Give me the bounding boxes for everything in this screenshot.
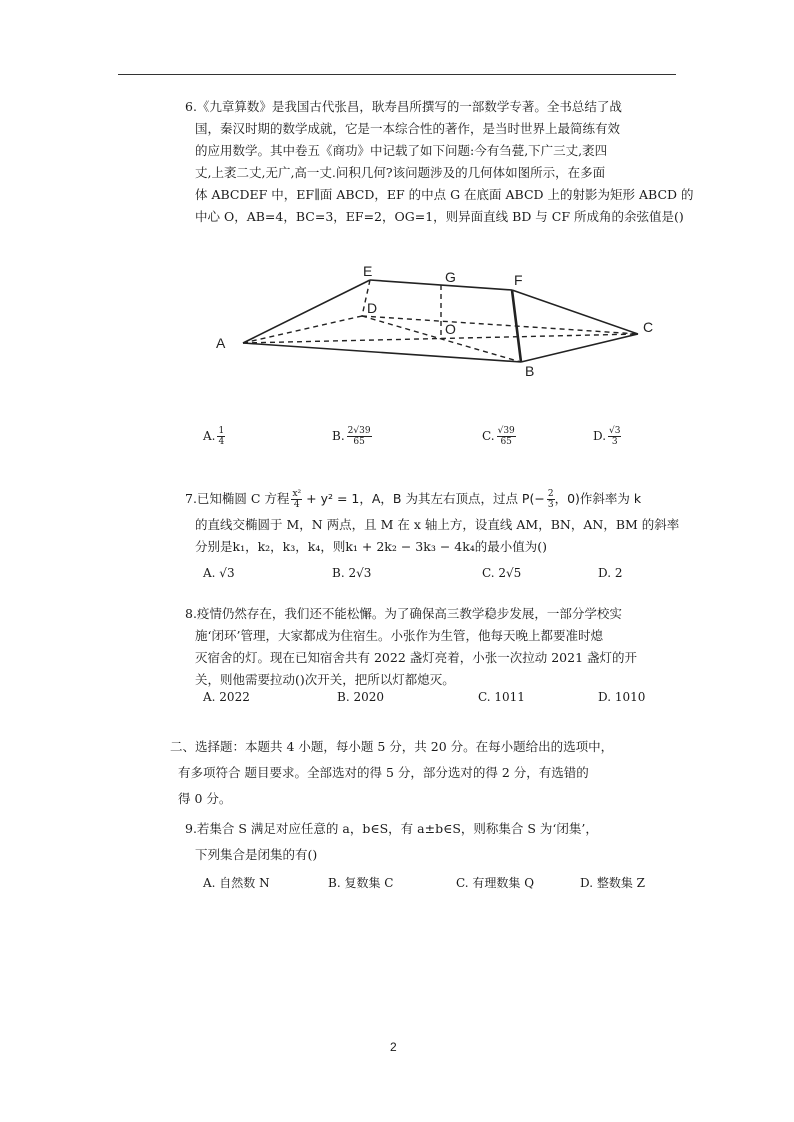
- frac-num: 2: [547, 489, 554, 499]
- question-9-text: [185, 816, 598, 868]
- edge-AB: [243, 343, 521, 362]
- label-C: C: [643, 319, 654, 335]
- edge-AD: [243, 316, 362, 343]
- q8-option-b[interactable]: B. 2020: [337, 690, 384, 704]
- q6-option-d[interactable]: [593, 426, 621, 447]
- question-8-text: [185, 603, 637, 691]
- edge-BC: [521, 334, 638, 362]
- frac-num: √39: [497, 426, 515, 436]
- q6-line: 体 ABCDEF 中，EF∥面 ABCD，EF 的中点 G 在底面 ABCD 上的射影为矩形 ABCD 的: [195, 187, 694, 202]
- label-G: G: [445, 269, 456, 285]
- q6-line: 丈,上袤二丈,无广,高一丈.问积几何?该问题涉及的几何体如图所示，在多面: [195, 165, 606, 180]
- option-label: C.: [482, 429, 495, 443]
- frac-den: 4: [218, 437, 225, 447]
- option-label: D.: [593, 429, 607, 443]
- q7-text: (−: [529, 491, 545, 506]
- option-label: B.: [332, 429, 345, 443]
- fraction: [608, 426, 621, 447]
- q9-option-a[interactable]: A. 自然数 N: [203, 876, 270, 890]
- q8-line: 施‘闭环’管理，大家都成为住宿生。小张作为生管，他每天晚上都要准时熄: [195, 628, 603, 643]
- frac-num: 1: [218, 426, 225, 436]
- q6-options: [0, 426, 794, 456]
- question-7-text: [185, 488, 679, 558]
- header-rule: [118, 74, 676, 75]
- q9-option-c[interactable]: C. 有理数集 Q: [456, 876, 535, 890]
- q7-option-b[interactable]: B. 2√3: [332, 566, 372, 580]
- q7-option-d[interactable]: D. 2: [598, 566, 623, 580]
- q9-option-d[interactable]: D. 整数集 Z: [580, 876, 645, 890]
- section2-line: 有多项符合 题目要求。全部选对的得 5 分，部分选对的得 2 分，有选错的: [178, 765, 589, 780]
- frac-den: 3: [547, 500, 554, 510]
- q6-option-c[interactable]: [482, 426, 516, 447]
- fraction: [347, 426, 372, 447]
- label-E: E: [363, 263, 373, 279]
- q7-option-a[interactable]: A. √3: [203, 566, 235, 580]
- q6-line: 国，秦汉时期的数学成就，它是一本综合性的著作，是当时世界上最简练有效: [195, 121, 621, 136]
- q8-option-c[interactable]: C. 1011: [478, 690, 525, 704]
- q8-line: 灭宿舍的灯。现在已知宿舍共有 2022 盏灯亮着，小张一次拉动 2021 盏灯的开: [195, 650, 638, 665]
- option-label: A.: [203, 429, 216, 443]
- q7-text: ，0)作斜率为 k: [554, 491, 642, 506]
- frac-den: 65: [353, 437, 365, 447]
- q7-text: 7.已知椭圆 C 方程: [185, 491, 290, 506]
- polyhedron-figure: [0, 250, 794, 410]
- q7-line-3: 分别是k₁，k₂，k₃，k₄，则k₁ + 2k₂ − 3k₃ − 4k₄的最小值为(): [195, 539, 548, 554]
- q6-line: 6.《九章算数》是我国古代张昌，耿寿昌所撰写的一部数学专著。全书总结了战: [185, 99, 622, 114]
- q9-line: 下列集合是闭集的有(): [195, 847, 318, 862]
- q9-line: 9.若集合 S 满足对应任意的 a，b∈S，有 a±b∈S，则称集合 S 为‘闭集’，: [185, 821, 598, 836]
- q8-line: 关，则他需要拉动()次开关，把所以灯都熄灭。: [195, 672, 455, 687]
- label-D: D: [367, 300, 378, 316]
- frac-num: √3: [609, 426, 621, 436]
- q8-line: 8.疫情仍然存在，我们还不能松懈。为了确保高三教学稳步发展，一部分学校实: [185, 606, 622, 621]
- frac-num: 2√39: [347, 426, 371, 436]
- q6-line: 的应用数学。其中卷五《商功》中记载了如下问题:今有刍甍,下广三丈,袤四: [195, 143, 608, 158]
- frac-num: x²: [292, 489, 302, 499]
- fraction: [291, 489, 302, 510]
- q8-option-a[interactable]: A. 2022: [203, 690, 250, 704]
- fraction: [547, 489, 555, 510]
- q8-options: [0, 690, 794, 710]
- q9-options: [0, 874, 794, 894]
- edge-AE: [243, 280, 370, 343]
- q7-option-c[interactable]: C. 2√5: [482, 566, 522, 580]
- section-2-instructions: [170, 734, 613, 812]
- q8-option-d[interactable]: D. 1010: [598, 690, 646, 704]
- section2-line: 得 0 分。: [178, 791, 232, 806]
- q6-line: 中心 O，AB=4，BC=3，EF=2，OG=1，则异面直线 BD 与 CF 所成角的余弦值是(): [195, 209, 684, 224]
- q9-option-b[interactable]: B. 复数集 C: [328, 876, 394, 890]
- q7-line-1: [185, 488, 679, 510]
- edge-FC: [512, 290, 638, 334]
- q7-options: [0, 566, 794, 586]
- page-number: 2: [390, 1040, 397, 1054]
- q7-text: + y² = 1，A，B 为其左右顶点，过点 P: [306, 491, 530, 506]
- label-A: A: [216, 335, 226, 351]
- question-6-text: [185, 96, 694, 228]
- q7-line-2: 的直线交椭圆于 M，N 两点，且 M 在 x 轴上方，设直线 AM，BN，AN，BM 的斜率: [195, 517, 680, 532]
- label-F: F: [514, 272, 523, 288]
- q6-option-b[interactable]: [332, 426, 372, 447]
- fraction: [497, 426, 516, 447]
- fraction: [217, 426, 225, 447]
- frac-den: 4: [293, 500, 300, 510]
- label-O: O: [445, 321, 456, 337]
- frac-den: 65: [500, 437, 512, 447]
- frac-den: 3: [611, 437, 618, 447]
- q6-option-a[interactable]: [203, 426, 225, 447]
- section2-line: 二、选择题：本题共 4 小题，每小题 5 分，共 20 分。在每小题给出的选项中，: [170, 739, 614, 754]
- label-B: B: [525, 363, 535, 379]
